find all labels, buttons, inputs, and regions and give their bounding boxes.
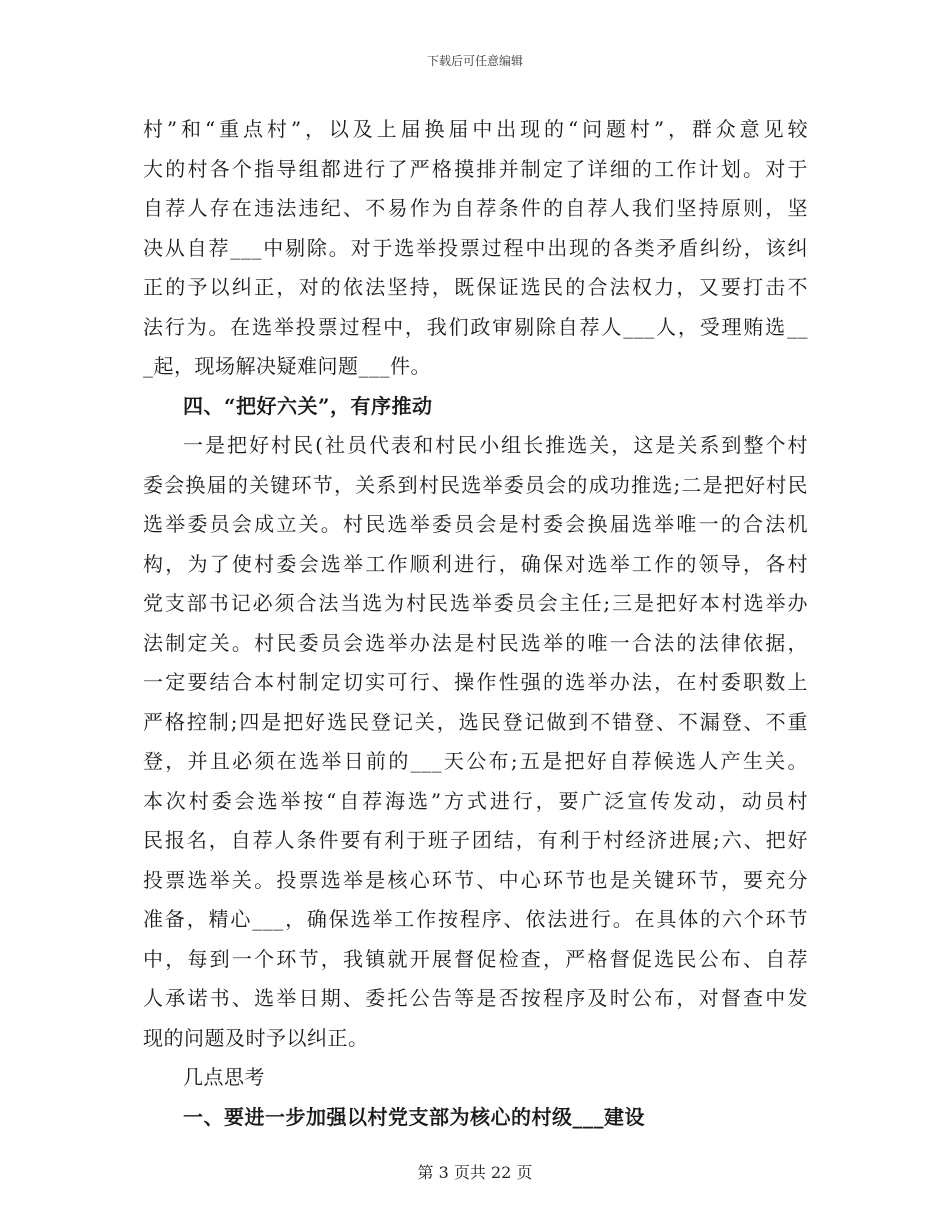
subsection-label: 几点思考 (183, 1065, 265, 1089)
text-line: 一定要结合本村制定切实可行、操作性强的选举办法，在村委职数上 (143, 670, 808, 694)
text-line: 村”和“重点村”，以及上届换届中出现的“问题村”，群众意见较 (143, 117, 808, 141)
text-line: 选举委员会成立关。村民选举委员会是村委会换届选举唯一的合法机 (143, 512, 808, 536)
text-line: 投票选举关。投票选举是核心环节、中心环节也是关键环节，要充分 (143, 867, 808, 892)
text-line: 一是把好村民(社员代表和村民小组长推选关，这是关系到整个村 (183, 433, 808, 457)
section-heading: 四、“把好六关”，有序推动 (183, 393, 433, 418)
text-line: 严格控制;四是把好选民登记关，选民登记做到不错登、不漏登、不重 (143, 709, 808, 734)
text-line: 中，每到一个环节，我镇就开展督促检查，严格督促选民公布、自荐 (143, 946, 808, 971)
section-heading: 一、要进一步加强以村党支部为核心的村级___建设 (183, 1104, 645, 1129)
text-line: 法制定关。村民委员会选举办法是村民选举的唯一合法的法律依据， (143, 630, 808, 655)
text-line: 委会换届的关键环节，关系到村民选举委员会的成功推选;二是把好村民 (143, 472, 808, 497)
text-line: 自荐人存在违法违纪、不易作为自荐条件的自荐人我们坚持原则，坚 (143, 196, 808, 220)
text-line: 本次村委会选举按“自荐海选”方式进行，要广泛宣传发动，动员村 (143, 788, 808, 813)
text-line: 大的村各个指导组都进行了严格摸排并制定了详细的工作计划。对于 (143, 156, 808, 181)
text-line: 准备，精心___，确保选举工作按程序、依法进行。在具体的六个环节 (143, 907, 808, 931)
text-line: 构，为了使村委会选举工作顺利进行，确保对选举工作的领导，各村 (143, 551, 808, 576)
text-line: 现的问题及时予以纠正。 (143, 1025, 369, 1050)
header-note: 下载后可任意编辑 (426, 54, 523, 68)
text-line: 民报名，自荐人条件要有利于班子团结，有利于村经济进展;六、把好 (143, 828, 808, 852)
text-line: _起，现场解决疑难问题___件。 (143, 354, 431, 378)
text-line: 人承诺书、选举日期、委托公告等是否按程序及时公布，对督查中发 (143, 986, 808, 1010)
text-line: 正的予以纠正，对的依法坚持，既保证选民的合法权力，又要打击不 (143, 275, 808, 299)
text-line: 党支部书记必须合法当选为村民选举委员会主任;三是把好本村选举办 (143, 591, 808, 615)
page-number-footer: 第 3 页共 22 页 (417, 1163, 533, 1182)
text-line: 法行为。在选举投票过程中，我们政审剔除自荐人___人，受理贿选__ (143, 314, 808, 339)
text-line: 决从自荐___中剔除。对于选举投票过程中出现的各类矛盾纠纷，该纠 (143, 235, 808, 260)
document-body (143, 110, 808, 1137)
text-line: 登，并且必须在选举日前的___天公布;五是把好自荐候选人产生关。 (143, 749, 808, 773)
